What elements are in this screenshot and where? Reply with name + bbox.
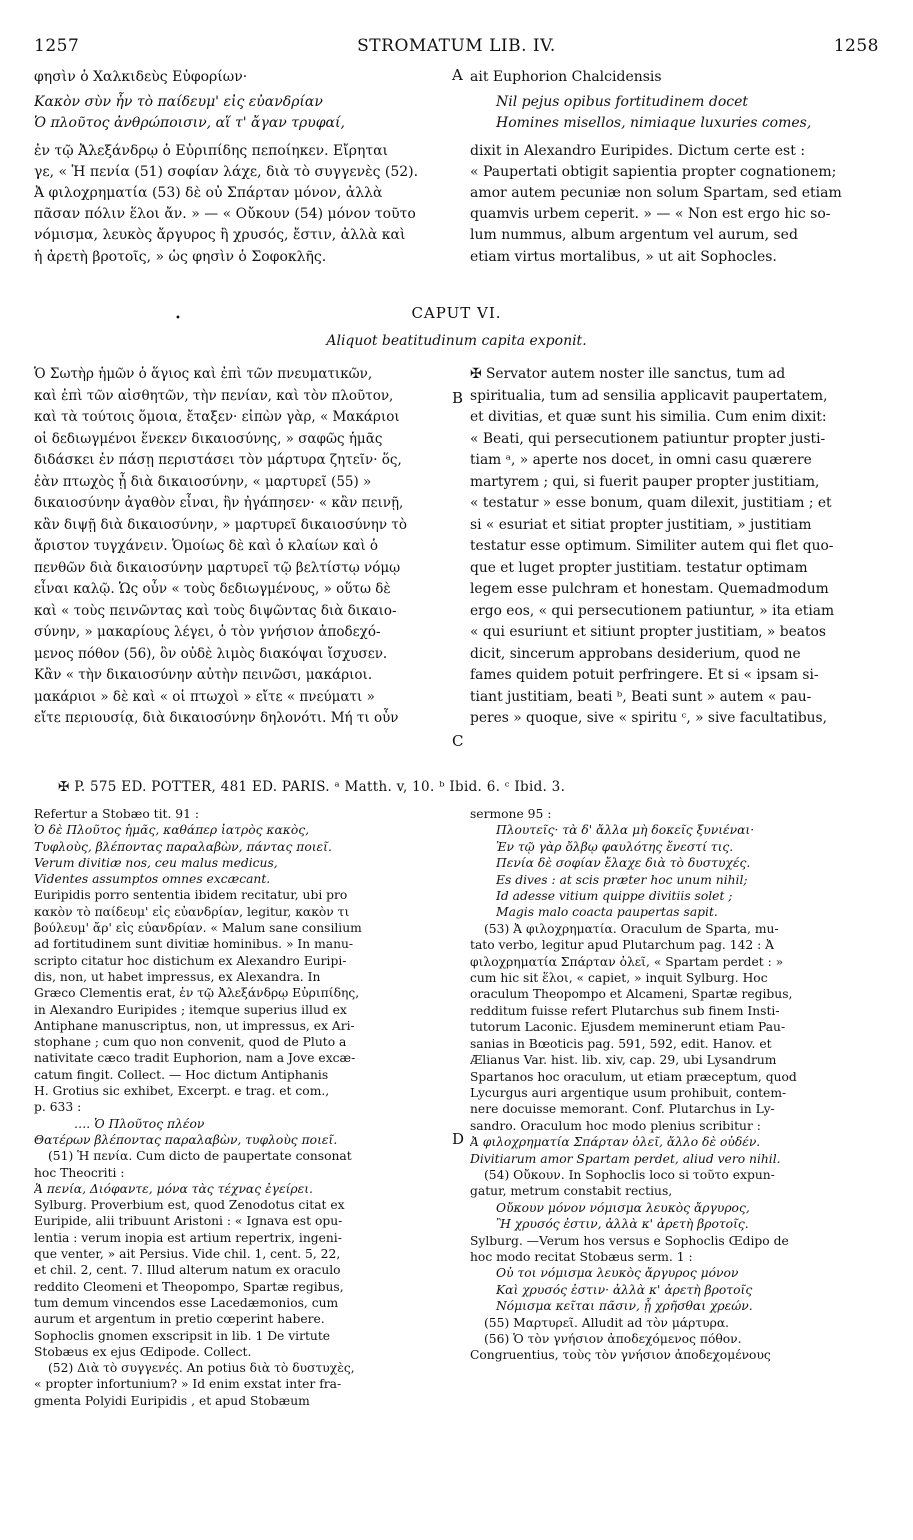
footnote-line: cum hic sit ἕλοι, « capiet, » inquit Sylburg. Hoc [470,971,768,986]
latin-intro: ait Euphorion Chalcidensis [470,69,662,85]
greek-intro: φησὶν ὁ Χαλκιδεὺς Εὐφορίων· [34,69,248,85]
footnote-line: (51) Ἡ πενία. Cum dicto de paupertate consonat [48,1149,352,1164]
footnote-line: Sylburg. Proverbium est, quod Zenodotus citat ex [34,1198,345,1213]
margin-letter-c: C [452,732,464,750]
chapter-subtitle: Aliquot beatitudinum capita exponit. [326,333,587,349]
greek-text-line: καὶ τὰ τούτοις ὅμοια, ἔταξεν· εἰπὼν γὰρ, « Μακάριοι [34,409,400,425]
footnote-line: ad fortitudinem sunt divitiæ hominibus. » In manu- [34,937,354,952]
footnote-line: Stobæus ex ejus Œdipode. Collect. [34,1344,252,1359]
footnote-line: Sophoclis gnomen exscripsit in lib. 1 De virtute [34,1328,331,1343]
latin-text-line: lum nummus, album argentum vel aurum, sed [470,227,798,244]
greek-text-line: καὶ ἐπὶ τῶν αἰσθητῶν, τὴν πενίαν, καὶ τὸν πλοῦτον, [34,387,394,404]
footnote-line: lentia : verum inopia est artium repertrix, ingeni- [34,1230,342,1245]
footnote-line: p. 633 : [34,1100,82,1115]
footnote-line: tum demum vincendos esse Lacedæmonios, cum [34,1295,339,1310]
latin-text-line: peres » quoque, sive « spiritu ᶜ, » sive facultatibus, [470,710,828,726]
latin-text-line: martyrem ; qui, si fuerit pauper propter justitiam, [470,473,820,490]
footnote-line: Ælianus Var. hist. lib. xiv, cap. 29, ubi Lysandrum [470,1053,777,1068]
footnote-verse: Ἀ φιλοχρηματία Σπάρταν ὀλεῖ, ἄλλο δὲ οὐδέν. [470,1135,761,1150]
latin-verse-line: Nil pejus opibus fortitudinem docet [496,94,749,111]
footnote-line: « propter infortunium? » Id enim exstat inter fra- [34,1377,342,1392]
footnote-verse: Οὔκουν μόνον νόμισμα λευκὸς ἄργυρος, [496,1200,750,1215]
greek-text-line: Ὁ Σωτὴρ ἡμῶν ὁ ἅγιος καὶ ἐπὶ τῶν πνευματικῶν, [34,366,373,382]
latin-text-line: si « esuriat et sitiat propter justitiam, » justitiam [470,516,812,533]
margin-letter-d: D [452,1130,465,1148]
footnote-line: κακὸν τὸ παίδευμ' εἰς εὐανδρίαν, legitur, κακὸν τι [34,904,350,919]
footnote-line: βούλευμ' ἄρ' εἰς εὐανδρίαν. « Malum sane consilium [34,921,362,936]
latin-text-line: legem esse pulchram et honestam. Quemadmodum [470,581,829,597]
footnote-verse: Πλουτεῖς· τὰ δ' ἄλλα μὴ δοκεῖς ξυνιέναι· [496,823,755,838]
page-number-left: 1257 [34,36,80,56]
footnote-verse: Ἢ χρυσός ἐστιν, ἀλλὰ κ' ἀρετὴ βροτοῖς. [496,1217,749,1232]
footnote-line: sanias in Bœoticis pag. 591, 592, edit. Hanov. et [470,1036,772,1051]
greek-text-line: γε, « Ἡ πενία (51) σοφίαν λάχε, διὰ τὸ συγγενὲς (52). [34,163,419,180]
footnotes-left-column [34,806,452,1409]
footnote-verse: Καὶ χρυσός ἐστιν· ἀλλὰ κ' ἀρετὴ βροτοῖς [496,1282,753,1297]
footnote-line: stophane ; cum quo non convenit, quod de Pluto a [34,1035,347,1050]
latin-text-line: dicit, sincerum approbans desiderium, quod ne [470,645,801,662]
footnote-line: gatur, metrum constabit rectius, [470,1184,673,1199]
footnote-line: Euripidis porro sententia ibidem recitatur, ubi pro [34,888,348,903]
margin-letter-b: B [452,389,464,407]
footnote-line: aurum et argentum in pretio cœperint habere. [34,1312,325,1327]
greek-text-line: δικαιοσύνην ἀγαθὸν εἶναι, ἣν ἠγάπησεν· « κἂν πεινῇ, [34,495,404,511]
latin-text-line: « testatur » esse bonum, quam dilexit, justitiam ; et [470,495,832,511]
footnote-line: (56) Ὁ τὸν γνήσιον ἀποδεχόμενος πόθον. [484,1332,742,1346]
footnote-line: sermone 95 : [470,807,552,821]
footnote-verse: Ἐν τῷ γὰρ ὄλβῳ φαυλότης ἔνεστί τις. [496,839,734,854]
footnote-line: dis, non, ut habet impressus, ex Alexandra. In [34,969,321,984]
latin-verse-line: Homines misellos, nimiaque luxuries comes, [496,115,812,132]
footnote-line: hoc modo recitat Stobæus serm. 1 : [470,1249,693,1264]
latin-text-line: ✠ Servator autem noster ille sanctus, tum ad [470,366,786,382]
footnote-line: gmenta Polyidi Euripidis , et apud Stobæum [34,1393,310,1408]
latin-text-line: tiam ᵃ, » aperte nos docet, in omni casu quærere [470,452,812,468]
latin-text-line: « Beati, qui persecutionem patiuntur propter justi- [470,430,826,447]
footnote-line: nativitate cæco tradit Euphorion, nam a Jove excæ- [34,1051,356,1066]
footnote-line: Sylburg. —Verum hos versus e Sophoclis Œdipo de [470,1233,789,1248]
top-greek-column [34,67,452,268]
footnote-line: φιλοχρηματία Σπάρταν ὀλεῖ, « Spartam perdet : » [470,954,784,969]
latin-text-line: quamvis urbem ceperit. » — « Non est ergo hic so- [470,206,831,223]
latin-text-line: que et luget propter justitiam. testatur optimam [470,559,808,576]
running-title: STROMATUM LIB. IV. [357,36,556,56]
latin-text-line: et divitias, et quæ sunt his similia. Cum enim dixit: [470,409,827,425]
greek-text-line: κἂν διψῇ διὰ δικαιοσύνην, » μαρτυρεῖ δικαιοσύνην τὸ [34,516,407,533]
footnote-line: oraculum Theopompo et Alcameni, Spartæ regibus, [470,987,793,1002]
latin-text-line: ergo eos, « qui persecutionem patiuntur, » ita etiam [470,602,835,619]
greek-text-line: ἐν τῷ Ἀλεξάνδρῳ ὁ Εὐριπίδης πεποίηκεν. Εἴρηται [34,142,389,159]
footnote-line: (54) Οὔκουν. In Sophoclis loco si τοῦτο expun- [484,1167,775,1182]
footnotes-right-column [470,806,878,1364]
latin-text-line: etiam virtus mortalibus, » ut ait Sophocles. [470,248,777,265]
footnote-verse: Es dives : at scis præter hoc unum nihil; [496,872,748,887]
page-number-right: 1258 [833,36,879,56]
main-latin-column [470,364,878,730]
greek-verse-line: Κακὸν σὺν ἦν τὸ παίδευμ' εἰς εὐανδρίαν [34,94,323,111]
footnote-line: que venter, » ait Persius. Vide chil. 1, cent. 5, 22, [34,1247,341,1262]
footnote-line: et chil. 2, cent. 7. Illud alterum natum ex oraculo [34,1263,341,1278]
latin-text-line: tiant justitiam, beati ᵇ, Beati sunt » autem « pau- [470,688,812,705]
greek-text-line: καὶ « τοὺς πεινῶντας καὶ τοὺς διψῶντας διὰ δικαιο- [34,602,397,619]
scripture-references: ✠ P. 575 ED. POTTER, 481 ED. PARIS. ᵃ Matth. v, 10. ᵇ Ibid. 6. ᶜ Ibid. 3. [58,779,566,795]
footnote-line: redditum fuisse refert Plutarchus sub finem Insti- [470,1003,780,1018]
footnote-line: nere docuisse memorant. Conf. Plutarchus in Ly- [470,1102,775,1117]
footnote-line: Spartanos hoc oraculum, ut etiam præceptum, quod [470,1069,797,1084]
footnote-verse: …. Ὁ Πλοῦτος πλέον [74,1116,205,1131]
footnote-verse: Magis malo coacta paupertas sapit. [496,905,718,920]
footnote-line: Antiphane manuscriptus, non, ut impressus, ex Ari- [34,1018,355,1033]
footnote-line: reddito Cleomeni et Theopompo, Spartæ regibus, [34,1279,344,1294]
footnote-verse: Οὐ τοι νόμισμα λευκὸς ἄργυρος μόνον [496,1266,739,1281]
footnote-line: tato verbo, legitur apud Plutarchum pag. 142 : Ἀ [470,938,775,953]
greek-text-line: μενος πόθον (56), ὃν οὐδὲ λιμὸς διακόψαι ἴσχυσεν. [34,645,388,662]
greek-text-line: οἱ δεδιωγμένοι ἕνεκεν δικαιοσύνης, » σαφῶς ἡμᾶς [34,430,383,447]
margin-letter-a: A [452,66,463,84]
greek-text-line: εἶναι καλῷ. Ὡς οὖν « τοὺς δεδιωγμένους, » οὕτω δὲ [34,581,391,597]
footnote-line: catum fingit. Collect. — Hoc dictum Antiphanis [34,1067,329,1082]
latin-text-line: fames quidem potuit perfringere. Et si « ipsam si- [470,667,819,683]
greek-text-line: πᾶσαν πόλιν ἕλοι ἄν. » — « Οὔκουν (54) μόνον τοῦτο [34,206,416,223]
greek-text-line: διδάσκει ἐν πάσῃ περιστάσει τὸν μάρτυρα ζητεῖν· ὅς, [34,452,402,468]
footnote-verse: Πενία δὲ σοφίαν ἔλαχε διὰ τὸ δυστυχές. [496,856,751,871]
footnote-line: Græco Clementis erat, ἐν τῷ Ἀλεξάνδρῳ Εὐριπίδης, [34,986,360,1001]
latin-text-line: spiritualia, tum ad sensilia applicavit paupertatem, [470,387,828,404]
greek-text-line: ἐὰν πτωχὸς ᾖ διὰ δικαιοσύνην, « μαρτυρεῖ (55) » [34,473,372,490]
greek-text-line: ἡ ἀρετὴ βροτοῖς, » ὡς φησὶν ὁ Σοφοκλῆς. [34,248,327,265]
footnote-line: Lycurgus auri argentique usum prohibuit, contem- [470,1085,787,1100]
top-latin-column [470,67,878,268]
footnote-verse: Θατέρων βλέποντας παραλαβὼν, τυφλοὺς ποιεῖ. [34,1132,338,1147]
footnote-verse: Videntes assumptos omnes excæcant. [34,872,271,887]
latin-text-line: amor autem pecuniæ non solum Spartam, sed etiam [470,185,842,202]
footnote-verse: Τυφλοὺς, βλέποντας παραλαβὼν, πάντας ποιεῖ. [34,839,332,854]
footnote-line: Congruentius, τοὺς τὸν γνήσιον ἀποδεχομένους [470,1348,771,1363]
footnote-line: scripto citatur hoc distichum ex Alexandro Euripi- [34,953,347,968]
main-greek-column [34,364,452,730]
footnote-line: hoc Theocriti : [34,1165,125,1180]
latin-text-line: testatur esse optimum. Similiter autem qui flet quo- [470,538,834,554]
footnote-line: tutorum Laconic. Ejusdem meminerunt etiam Pau- [470,1020,786,1035]
greek-text-line: ἄριστον τυγχάνειν. Ὁμοίως δὲ καὶ ὁ κλαίων καὶ ὁ [34,538,379,554]
footnote-line: (52) Διὰ τὸ συγγενές. An potius διὰ τὸ δυστυχὲς, [48,1361,355,1376]
footnote-line: H. Grotius sic exhibet, Excerpt. e trag. et com., [34,1084,330,1099]
greek-text-line: σύνην, » μακαρίους λέγει, ὁ τὸν γνήσιον ἀποδεχό- [34,624,381,640]
greek-text-line: νόμισμα, λευκὸς ἄργυρος ἢ χρυσός, ἔστιν, ἀλλὰ καὶ [34,227,406,244]
footnote-verse: Ὁ δὲ Πλοῦτος ἡμᾶς, καθάπερ ἰατρὸς κακὸς, [34,823,310,838]
greek-text-line: πενθῶν διὰ δικαιοσύνην μαρτυρεῖ τῷ βελτίστῳ νόμῳ [34,559,401,576]
footnote-verse: Verum divitiæ nos, ceu malus medicus, [34,855,278,870]
greek-text-line: Κἂν « τὴν δικαιοσύνην αὐτὴν πεινῶσι, μακάριοι. [34,667,373,683]
stray-dot: • [175,313,181,324]
footnote-line: Euripide, alii tribuunt Aristoni : « Ignava est opu- [34,1214,343,1229]
latin-text-line: « Paupertati obtigit sapientia propter cognationem; [470,163,837,180]
footnote-line: sandro. Oraculum hoc modo plenius scribitur : [470,1118,761,1133]
latin-text-line: « qui esuriunt et sitiunt propter justitiam, » beatos [470,624,826,640]
footnote-line: Refertur a Stobæo tit. 91 : [34,807,199,821]
footnote-verse: Id adesse vitium quippe divitiis solet ; [496,889,733,904]
footnote-verse: Νόμισμα κεῖται πᾶσιν, ᾗ χρῆσθαι χρεών. [496,1299,753,1314]
greek-text-line: εἴτε περιουσίᾳ, διὰ δικαιοσύνην δηλονότι. Μή τι οὖν [34,710,399,726]
footnote-line: (53) Ἀ φιλοχρηματία. Oraculum de Sparta, mu- [484,921,779,936]
footnote-line: (55) Μαρτυρεῖ. Alludit ad τὸν μάρτυρα. [484,1315,730,1330]
greek-text-line: μακάριοι » δὲ καὶ « οἱ πτωχοὶ » εἴτε « πνεύματι » [34,688,375,705]
greek-verse-line: Ὁ πλοῦτος ἀνθρώποισιν, αἵ τ' ἄγαν τρυφαί, [34,115,345,132]
greek-text-line: Ἀ φιλοχρηματία (53) δὲ οὐ Σπάρταν μόνον, ἀλλὰ [34,185,383,202]
footnote-verse: Divitiarum amor Spartam perdet, aliud vero nihil. [470,1151,781,1166]
chapter-title: CAPUT VI. [411,304,502,322]
footnote-line: in Alexandro Euripides ; itemque superius illud ex [34,1002,347,1017]
footnote-verse: Ἁ πενία, Διόφαντε, μόνα τὰς τέχνας ἐγείρει. [34,1181,313,1196]
running-header [34,36,879,58]
latin-text-line: dixit in Alexandro Euripides. Dictum certe est : [470,142,806,159]
